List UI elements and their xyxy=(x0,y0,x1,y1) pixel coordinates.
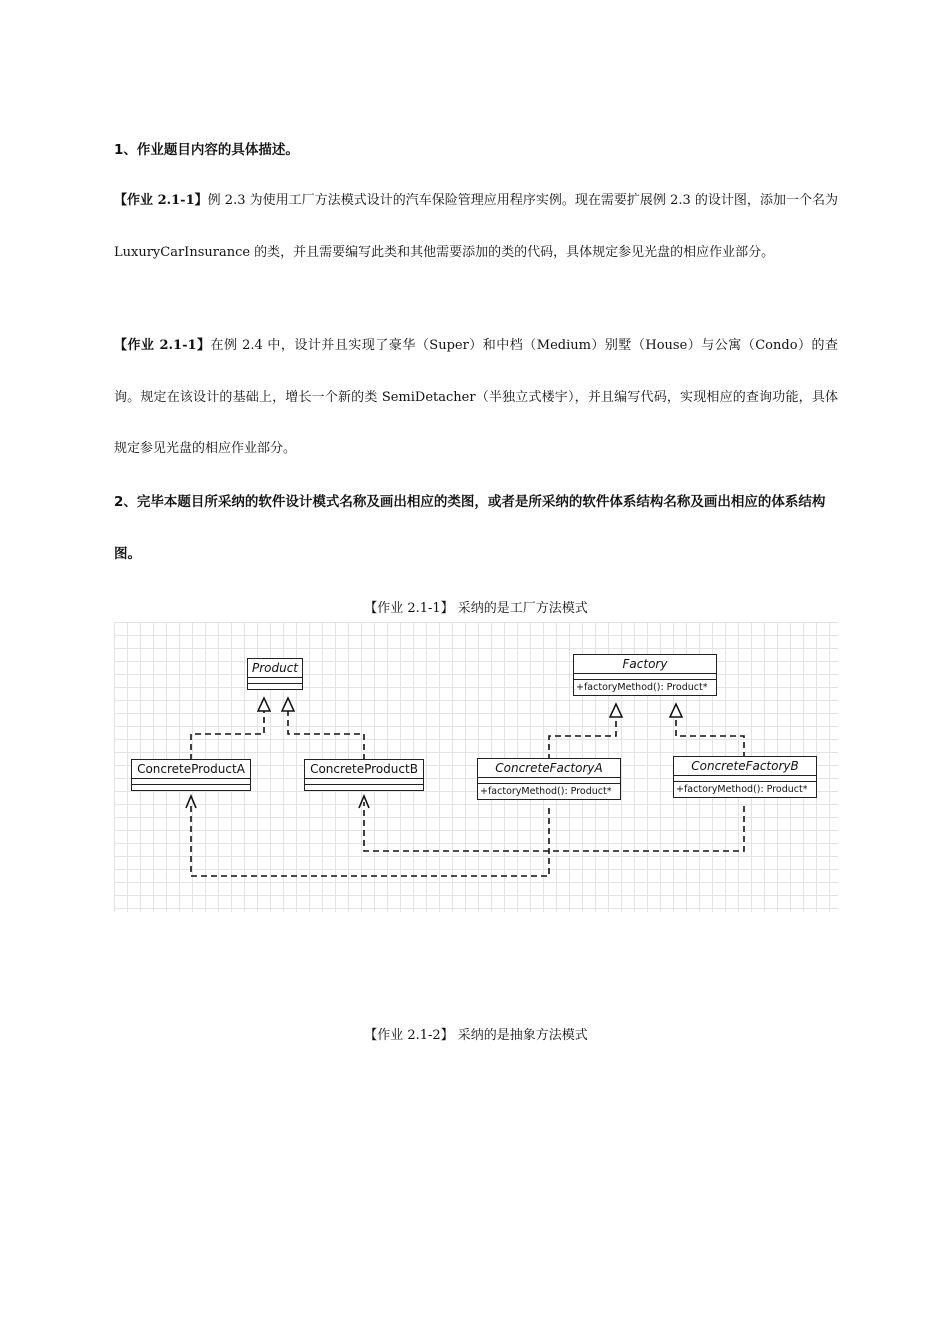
paragraph-1-tag: 【作业 2.1-1】 xyxy=(114,193,208,208)
inheritance-arrowhead xyxy=(610,704,622,717)
paragraph-2-text: 在例 2.4 中，设计并且实现了豪华（Super）和中档（Medium）别墅（House）与公寓（Condo）的查询。规定在该设计的基础上，增长一个新的类 SemiDetacher（半独立式楼宇），并且编写代码，实现相应的查询功能，具体规定参见光盘的相应作业部分。 xyxy=(114,338,838,456)
dependency-line-factory-b-product-b xyxy=(364,802,744,851)
paragraph-2-tag: 【作业 2.1-1】 xyxy=(114,338,211,353)
inheritance-arrowhead xyxy=(282,698,294,711)
realization-line-factory-b xyxy=(676,714,744,758)
realization-line-factory-a xyxy=(549,714,616,760)
paragraph-2 xyxy=(114,320,838,475)
section2-heading: 2、完毕本题目所采纳的软件设计模式名称及画出相应的类图，或者是所采纳的软件体系结构名称及画出相应的体系结构图。 xyxy=(114,494,826,562)
figure2-caption: 【作业 2.1-2】 采纳的是抽象方法模式 xyxy=(364,1028,588,1043)
class-product: Product xyxy=(247,658,303,690)
realization-line-product-a xyxy=(191,710,264,760)
class-concrete-product-b: ConcreteProductB xyxy=(304,759,424,791)
dependency-line-factory-a-product-a xyxy=(191,802,549,876)
realization-line-product-b xyxy=(288,710,364,760)
class-concrete-factory-a: ConcreteFactoryA +factoryMethod(): Product* xyxy=(477,758,621,800)
paragraph-1 xyxy=(114,175,838,278)
class-concrete-factory-b: ConcreteFactoryB +factoryMethod(): Product* xyxy=(673,756,817,798)
inheritance-arrowhead xyxy=(258,698,270,711)
section1-heading: 1、作业题目内容的具体描述。 xyxy=(114,142,299,158)
class-concrete-product-a: ConcreteProductA xyxy=(131,759,251,791)
class-factory: Factory +factoryMethod(): Product* xyxy=(573,654,717,696)
inheritance-arrowhead xyxy=(670,704,682,717)
paragraph-1-text: 例 2.3 为使用工厂方法模式设计的汽车保险管理应用程序实例。现在需要扩展例 2.3 的设计图，添加一个名为 LuxuryCarInsurance 的类，并且需要编写此类和其他需要添加的类的代码，具体规定参见光盘的相应作业部分。 xyxy=(114,193,838,260)
factory-method-class-diagram xyxy=(114,622,838,912)
figure1-caption: 【作业 2.1-1】 采纳的是工厂方法模式 xyxy=(364,601,588,616)
